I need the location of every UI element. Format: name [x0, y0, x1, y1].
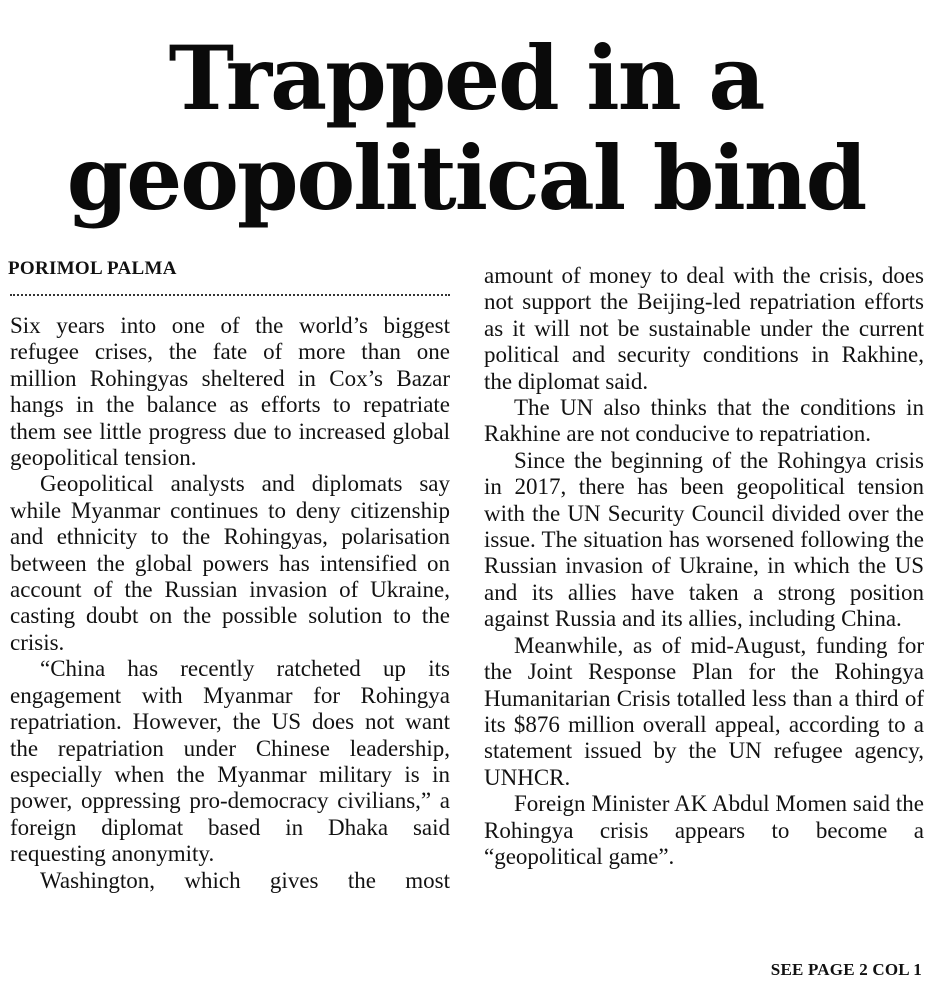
paragraph-lede: Six years into one of the world’s biggest refugee crises, the fate of more than one million Rohingyas sheltered in Cox’s Bazar hangs in the balance as efforts to repatriate them see little progress due to increased global geopolitical tension. [10, 313, 450, 471]
headline [0, 28, 932, 228]
paragraph: Foreign Minister AK Abdul Momen said the Rohingya crisis appears to become a “geopolitical game”. [484, 791, 924, 869]
headline-line-2: geopolitical bind [66, 126, 866, 230]
paragraph: Geopolitical analysts and diplomats say while Myanmar continues to deny citizenship and ethnicity to the Rohingyas, polarisation between the global powers has intensified on account of the Russian invasion of Ukraine, casting doubt on the possible solution to the crisis. [10, 471, 450, 655]
paragraph: The UN also thinks that the conditions in Rakhine are not conducive to repatriation. [484, 395, 924, 447]
paragraph-continuation: amount of money to deal with the crisis, does not support the Beijing-led repatriation efforts as it will not be sustainable under the current political and security conditions in Rakhine, the diplomat said. [484, 263, 924, 394]
article-column-right [484, 263, 924, 870]
paragraph-continued: Washington, which gives the most [40, 867, 450, 893]
paragraph: Since the beginning of the Rohingya crisis in 2017, there has been geopolitical tension with the UN Security Council divided over the issue. The situation has worsened following the Russian invasion of Ukraine, in which the US and its allies have taken a strong position against Russia and its allies, including China. [484, 447, 924, 632]
paragraph: Meanwhile, as of mid-August, funding for the Joint Response Plan for the Rohingya Humanitarian Crisis totalled less than a third of its $876 million overall appeal, according to a statement issued by the UN refugee agency, UNHCR. [484, 632, 924, 790]
headline-line-1: Trapped in a [168, 26, 764, 130]
article-column-left [10, 313, 450, 894]
continuation-jump-link[interactable]: SEE PAGE 2 COL 1 [770, 960, 922, 979]
paragraph-quote: “China has recently ratcheted up its engagement with Myanmar for Rohingya repatriation. However, the US does not want the repatriation under Chinese leadership, especially when the Myanmar military is in power, oppressing pro-democracy civilians,” a foreign diplomat based in Dhaka said requesting anonymity. [10, 656, 450, 867]
byline: PORIMOL PALMA [8, 258, 177, 279]
byline-divider [10, 294, 450, 296]
